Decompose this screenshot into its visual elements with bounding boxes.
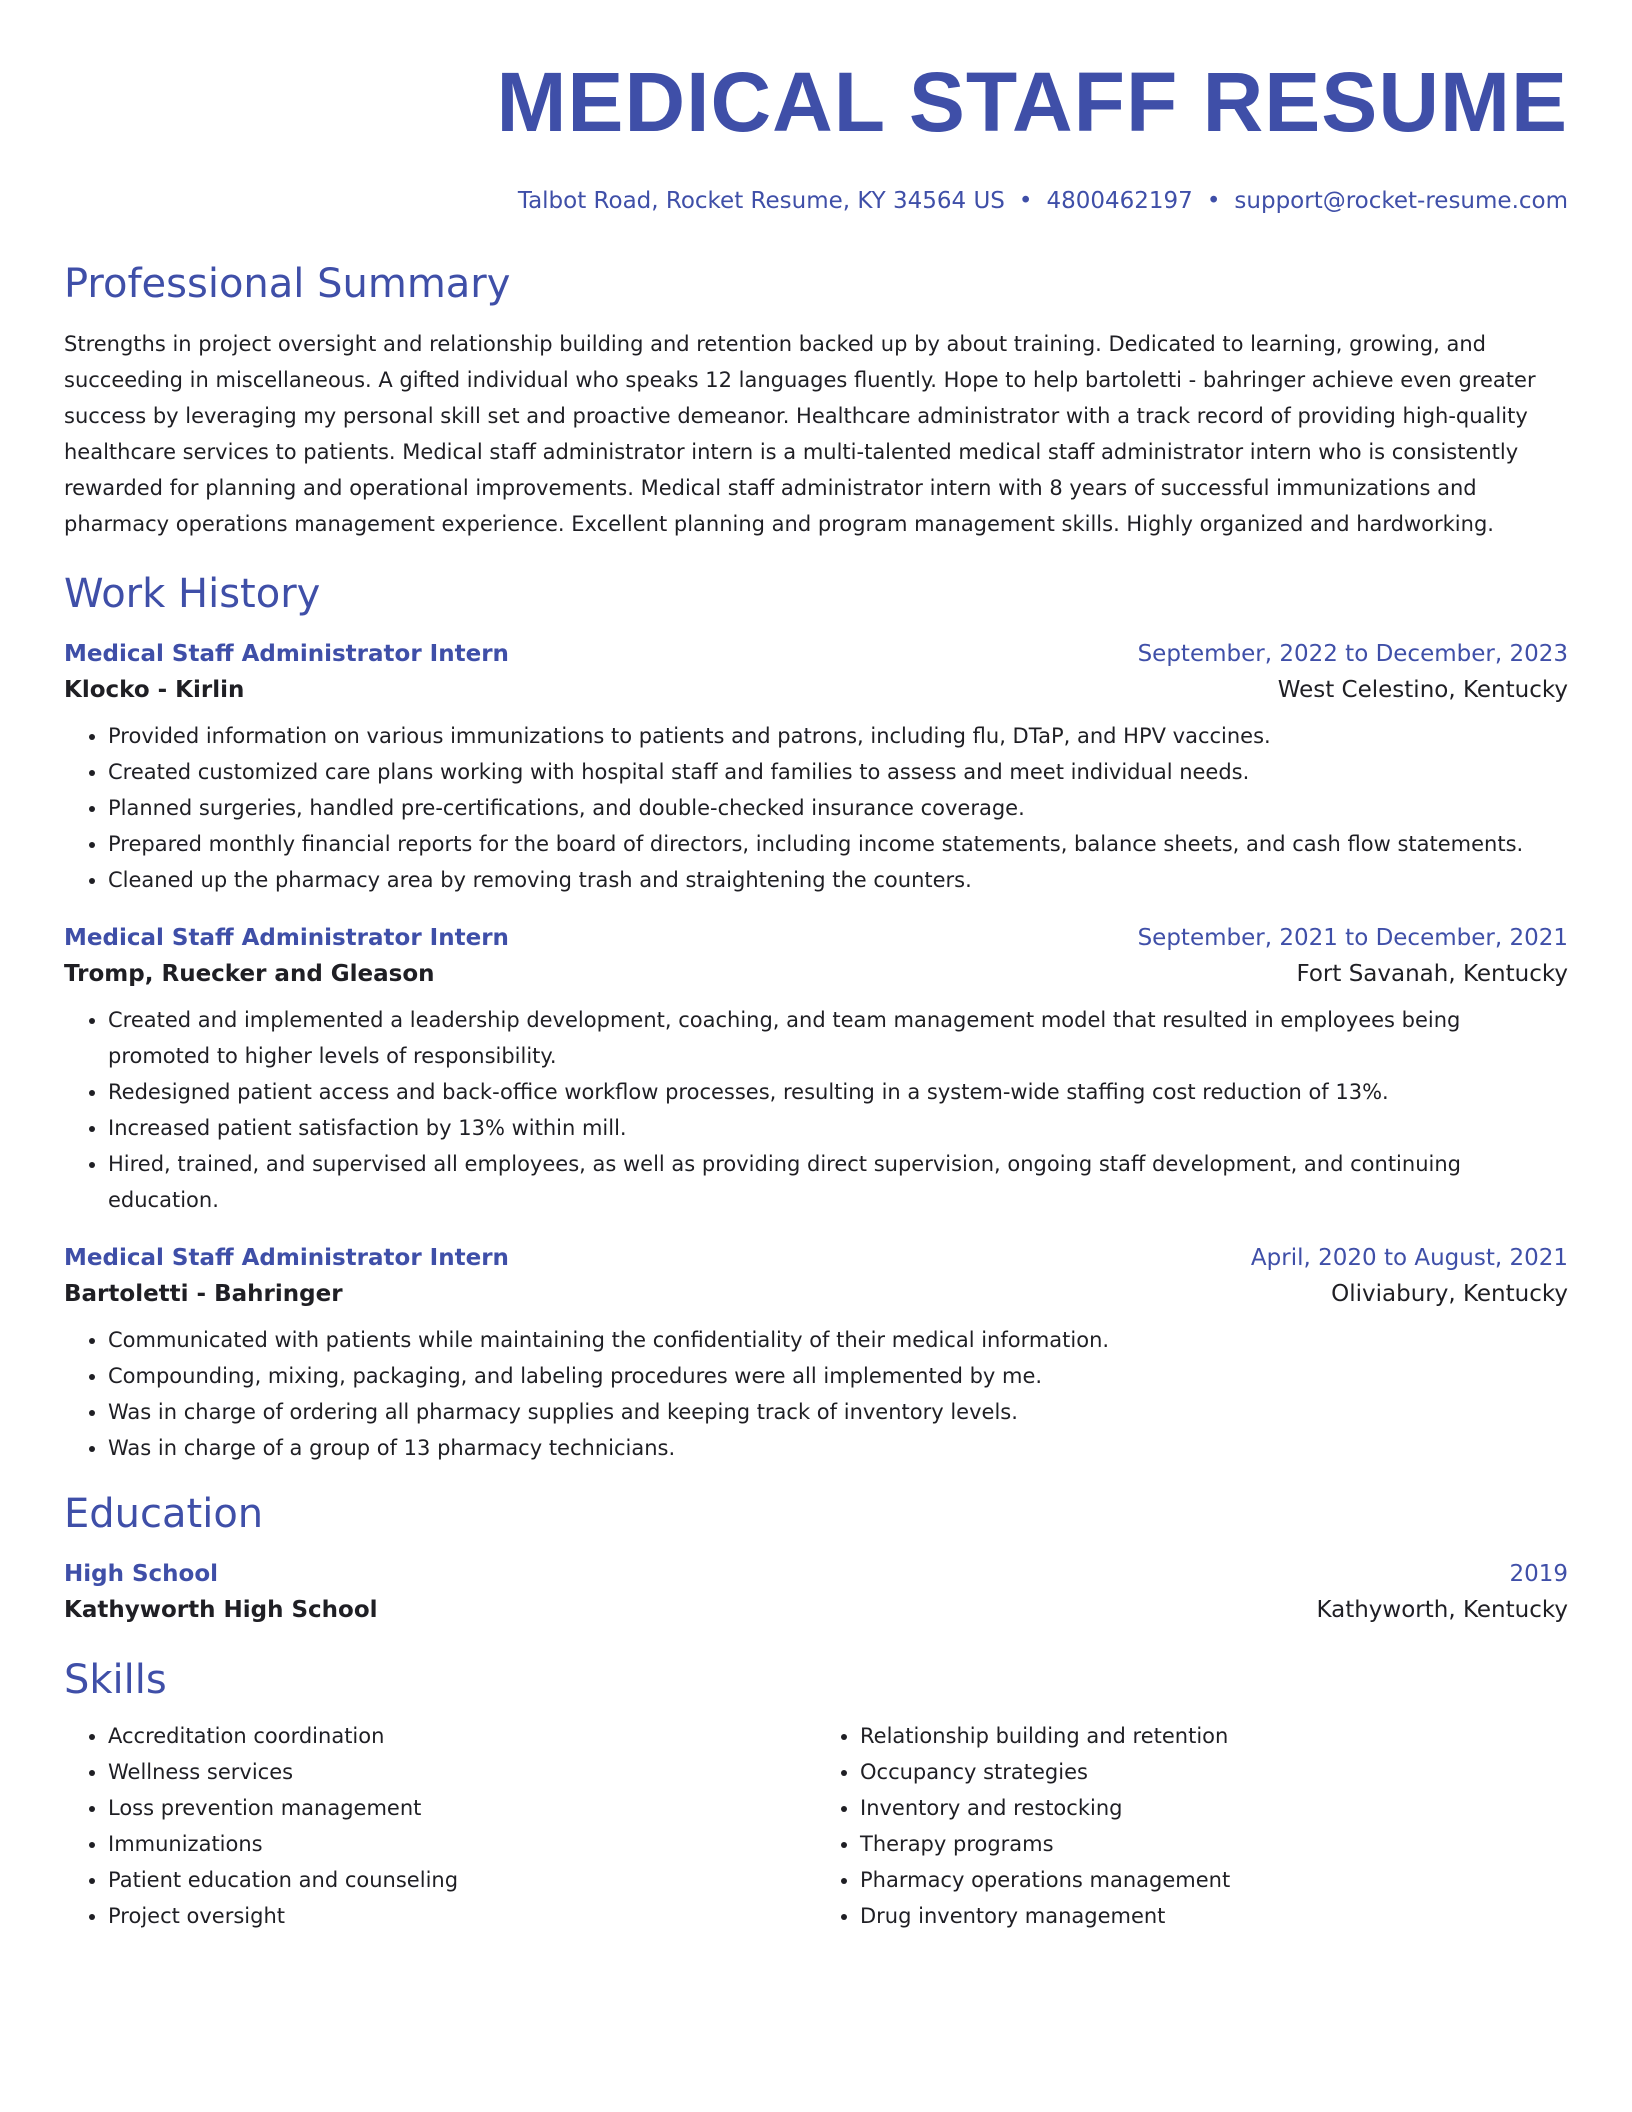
job-entry: [64, 1242, 1568, 1466]
skill-item: • Immunizations: [108, 1826, 816, 1862]
job-location: West Celestino, Kentucky: [1277, 677, 1568, 703]
job-bullet: • Was in charge of a group of 13 pharmacy technicians.: [108, 1430, 1568, 1466]
job-location: Fort Savanah, Kentucky: [1296, 961, 1568, 987]
job-company: Tromp, Ruecker and Gleason: [64, 961, 435, 987]
job-company: Bartoletti - Bahringer: [64, 1281, 343, 1307]
job-bullet: • Compounding, mixing, packaging, and labeling procedures were all implemented by me.: [108, 1358, 1568, 1394]
contact-address: Talbot Road, Rocket Resume, KY 34564 US: [517, 188, 1005, 214]
job-bullet: • Created customized care plans working with hospital staff and families to assess and meet individual needs.: [108, 754, 1568, 790]
skill-item: • Inventory and restocking: [860, 1790, 1568, 1826]
job-bullet: • Planned surgeries, handled pre-certifications, and double-checked insurance coverage.: [108, 790, 1568, 826]
job-dates: September, 2021 to December, 2021: [1137, 925, 1568, 951]
separator-dot: •: [1206, 188, 1221, 214]
job-bullet: • Cleaned up the pharmacy area by removing trash and straightening the counters.: [108, 862, 1568, 898]
job-bullet: • Was in charge of ordering all pharmacy supplies and keeping track of inventory levels.: [108, 1394, 1568, 1430]
job-bullet: • Prepared monthly financial reports for the board of directors, including income statements, balance sheets, and cash flow statements.: [108, 826, 1568, 862]
skill-item: • Patient education and counseling: [108, 1862, 816, 1898]
education-school-row: [64, 1590, 1568, 1630]
skill-item: • Therapy programs: [860, 1826, 1568, 1862]
job-bullet: • Redesigned patient access and back-office workflow processes, resulting in a system-wide staffing cost reduction of 13%.: [108, 1074, 1568, 1110]
education-year: 2019: [1509, 1561, 1568, 1587]
education-header-row: [64, 1558, 1568, 1590]
job-location: Oliviabury, Kentucky: [1331, 1281, 1568, 1307]
job-bullets: [64, 1002, 1568, 1218]
separator-dot: •: [1018, 188, 1033, 214]
job-dates: April, 2020 to August, 2021: [1250, 1245, 1568, 1271]
contact-line: [64, 186, 1568, 216]
summary-text: Strengths in project oversight and relationship building and retention backed up by about training. Dedicated to learning, growing, and succeeding in miscellaneous. A gifted individual who speaks 12 languages fluently. Hope to help bartoletti - bahringer achieve even greater success by leveraging my personal skill set and proactive demeanor. Healthcare administrator with a track record of providing high-quality healthcare services to patients. Medical staff administrator intern is a multi-talented medical staff administrator intern who is consistently rewarded for planning and operational improvements. Medical staff administrator intern with 8 years of successful immunizations and pharmacy operations management experience. Excellent planning and program management skills. Highly organized and hardworking.: [64, 332, 1536, 536]
skill-item: • Relationship building and retention: [860, 1718, 1568, 1754]
job-bullet: • Hired, trained, and supervised all employees, as well as providing direct supervision, ongoing staff development, and continuing education.: [108, 1146, 1568, 1218]
skill-item: • Pharmacy operations management: [860, 1862, 1568, 1898]
job-header-row: [64, 922, 1568, 954]
skill-item: • Drug inventory management: [860, 1898, 1568, 1934]
job-dates: September, 2022 to December, 2023: [1137, 641, 1568, 667]
contact-email[interactable]: support@rocket-resume.com: [1234, 188, 1568, 214]
job-bullet: • Increased patient satisfaction by 13% within mill.: [108, 1110, 1568, 1146]
job-company: Klocko - Kirlin: [64, 677, 245, 703]
job-company-row: [64, 1274, 1568, 1314]
job-role: Medical Staff Administrator Intern: [64, 641, 509, 667]
skill-item: • Loss prevention management: [108, 1790, 816, 1826]
skill-item: • Project oversight: [108, 1898, 816, 1934]
education-degree: High School: [64, 1561, 219, 1587]
job-role: Medical Staff Administrator Intern: [64, 1245, 509, 1271]
education-location: Kathyworth, Kentucky: [1316, 1597, 1568, 1623]
education-school: Kathyworth High School: [64, 1597, 378, 1623]
job-company-row: [64, 670, 1568, 710]
skill-item: • Wellness services: [108, 1754, 816, 1790]
skill-item: • Occupancy strategies: [860, 1754, 1568, 1790]
education-entry: [64, 1558, 1568, 1630]
skill-item: • Accreditation coordination: [108, 1718, 816, 1754]
skills-grid: [64, 1718, 1568, 1934]
job-bullets: [64, 1322, 1568, 1466]
section-title-education: Education: [64, 1491, 264, 1537]
job-entry: [64, 922, 1568, 1218]
job-company-row: [64, 954, 1568, 994]
job-entry: [64, 638, 1568, 898]
job-bullet: • Communicated with patients while maintaining the confidentiality of their medical information.: [108, 1322, 1568, 1358]
section-title-work: Work History: [64, 571, 321, 617]
section-title-skills: Skills: [64, 1657, 167, 1703]
contact-phone: 4800462197: [1046, 188, 1193, 214]
job-bullets: [64, 718, 1568, 898]
job-bullet: • Provided information on various immunizations to patients and patrons, including flu, DTaP, and HPV vaccines.: [108, 718, 1568, 754]
skills-column-right: [816, 1718, 1568, 1934]
job-bullet: • Created and implemented a leadership development, coaching, and team management model that resulted in employees being promoted to higher levels of responsibility.: [108, 1002, 1568, 1074]
job-role: Medical Staff Administrator Intern: [64, 925, 509, 951]
job-header-row: [64, 638, 1568, 670]
skills-column-left: [64, 1718, 816, 1934]
section-title-summary: Professional Summary: [64, 261, 511, 307]
job-header-row: [64, 1242, 1568, 1274]
resume-title: MEDICAL STAFF RESUME: [496, 55, 1568, 149]
